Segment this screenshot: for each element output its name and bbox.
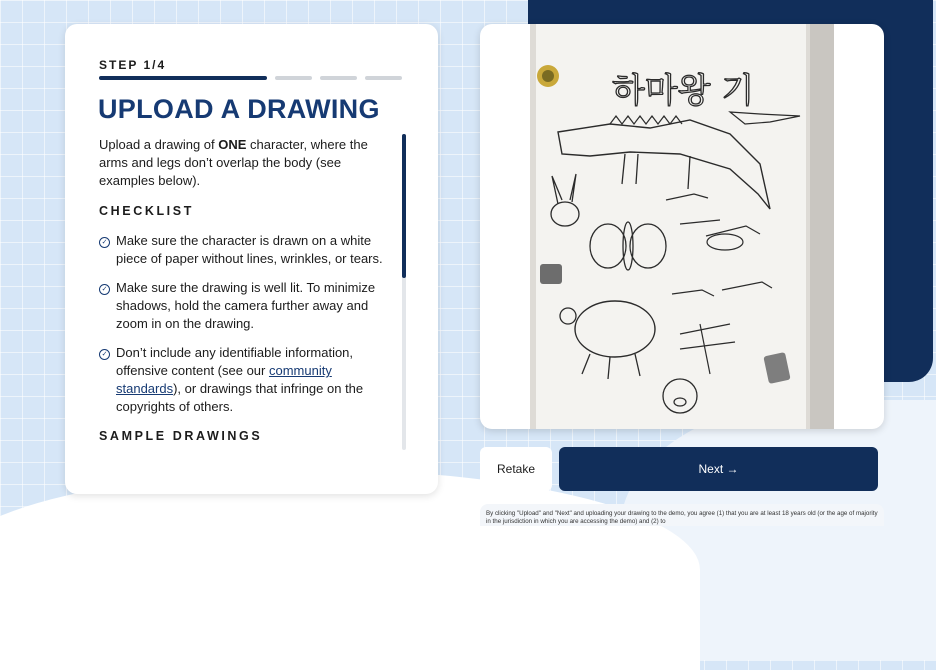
check-circle-icon: ✓	[99, 344, 116, 416]
next-button[interactable]: Next →	[559, 447, 878, 491]
checklist-item: ✓ Make sure the character is drawn on a white piece of paper without lines, wrinkles, or tears.	[99, 232, 389, 268]
progress-segment-2	[275, 76, 312, 80]
retake-button[interactable]: Retake	[480, 447, 552, 491]
handwriting-text: 하마왕 기	[612, 71, 755, 111]
uploaded-drawing-photo	[530, 24, 834, 429]
progress-segment-3	[320, 76, 357, 80]
consent-text: By clicking "Upload" and "Next" and uploading your drawing to the demo, you agree (1) that you are at least 18 years old (or the age of majority in the jurisdiction in which you are accessing the demo) and (2) to	[480, 504, 884, 526]
photo-preview-card	[480, 24, 884, 429]
sample-drawings-heading: SAMPLE DRAWINGS	[99, 429, 263, 443]
checklist-heading: CHECKLIST	[99, 204, 194, 218]
progress-segment-1	[99, 76, 267, 80]
intro-text: Upload a drawing of ONE character, where the arms and legs don’t overlap the body (see examples below).	[99, 137, 368, 188]
progress-segment-4	[365, 76, 402, 80]
step-progress	[99, 76, 402, 80]
page-title: UPLOAD A DRAWING	[98, 94, 380, 124]
checklist-item: ✓ Don’t include any identifiable information, offensive content (see our community standards), or drawings that infringe on the copyrights of others.	[99, 344, 389, 416]
scrollbar[interactable]	[402, 134, 406, 450]
check-circle-icon: ✓	[99, 232, 116, 268]
scrollbar-thumb[interactable]	[402, 134, 406, 278]
background-wave-left	[0, 470, 700, 670]
community-standards-link[interactable]: community standards	[116, 363, 332, 396]
check-circle-icon: ✓	[99, 279, 116, 333]
instructions-card	[65, 24, 438, 494]
instructions-scroll-area[interactable]	[99, 136, 389, 446]
step-label: STEP 1/4	[99, 58, 167, 72]
checklist-item: ✓ Make sure the drawing is well lit. To minimize shadows, hold the camera further away and zoom in on the drawing.	[99, 279, 389, 333]
